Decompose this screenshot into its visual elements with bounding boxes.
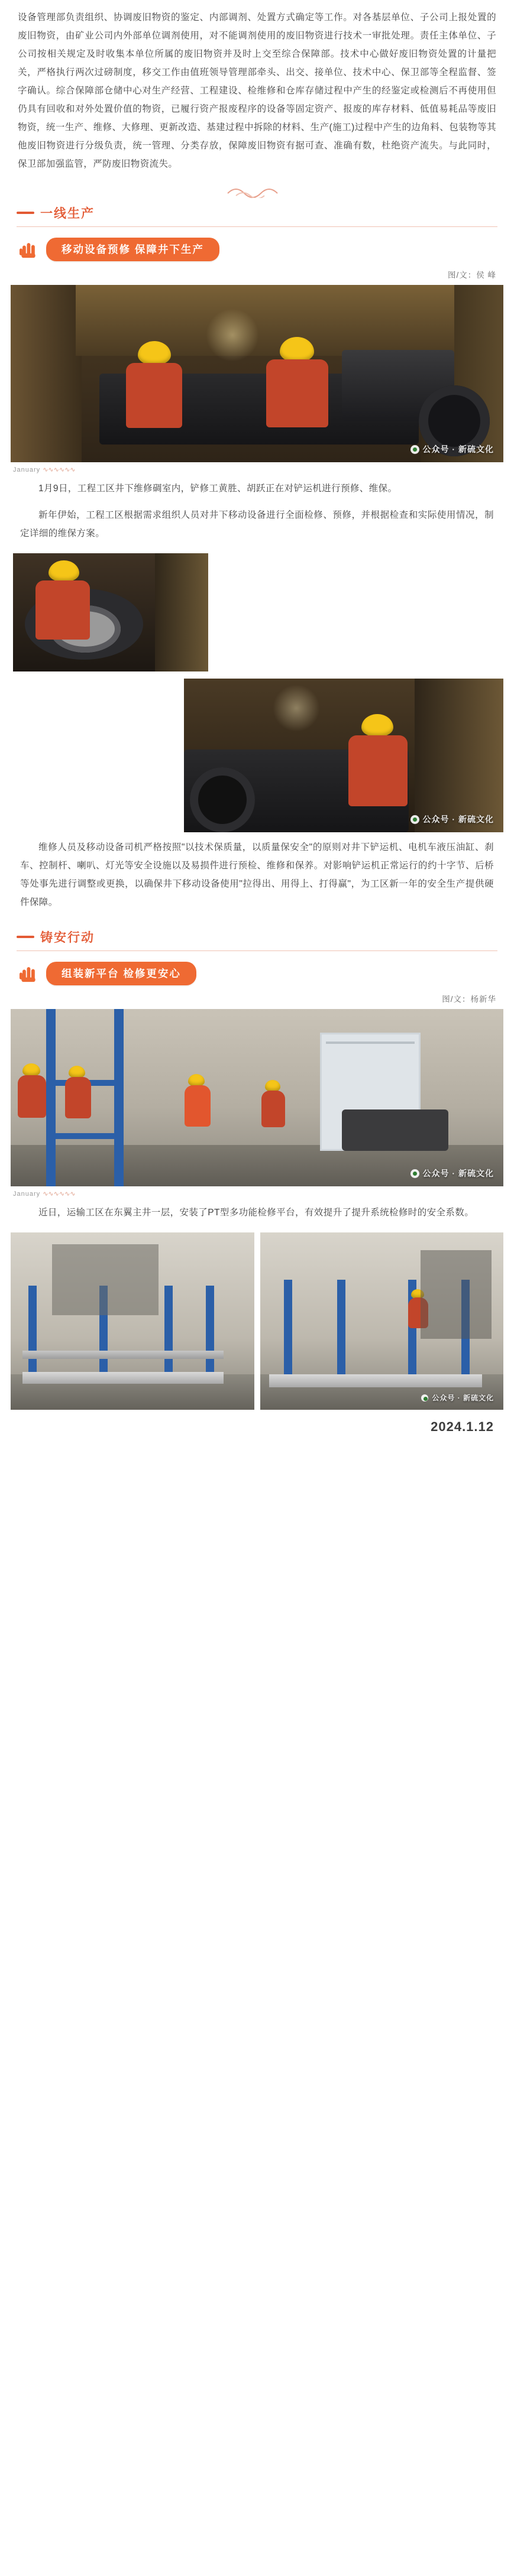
wechat-icon — [410, 1169, 419, 1178]
section-label: 一线生产 — [40, 207, 95, 220]
wave-decor: ∿∿∿∿∿∿ — [43, 1190, 76, 1198]
section-accent-bar — [17, 936, 34, 938]
publish-date: 2024.1.12 — [431, 1419, 494, 1434]
article2-title-row — [0, 951, 514, 987]
article1-photo-1 — [11, 285, 503, 462]
section-heading-production — [0, 200, 514, 222]
wave-decor: ∿∿∿∿∿∿ — [43, 466, 76, 473]
photo-watermark: 公众号 · 新硫文化 — [421, 1393, 494, 1403]
article1-title: 移动设备预修 保障井下生产 — [46, 238, 219, 261]
wechat-icon — [410, 445, 419, 454]
article2-byline: 图/文：杨新华 — [442, 995, 496, 1004]
hand-icon — [17, 963, 40, 984]
article1-photo-2 — [13, 553, 208, 671]
article1-byline: 图/文：侯 峰 — [447, 271, 496, 280]
month-tag-2: January ∿∿∿∿∿∿ — [13, 1190, 76, 1198]
article1-paragraph-3: 维修人员及移动设备司机严格按照"以技术保质量，以质量保安全"的原则对井下铲运机、电机车液压油缸、刹车、控制杆、喇叭、灯光等安全设施以及易损件进行预检、维修和保养。对影响铲运机正常运行的约十字节、后桥等处事先进行调整或更换，以确保井下移动设备使用"拉得出、用得上、打得赢"，为工区新一年的安全生产提供硬件保障。 — [20, 842, 494, 907]
photo-watermark: 公众号 · 新硫文化 — [410, 443, 494, 455]
article1-photo-3 — [184, 679, 503, 832]
article2-photo-2 — [11, 1232, 254, 1410]
photo-scene — [13, 553, 208, 671]
article2-paragraph-1: 近日，运输工区在东翼主井一层，安装了PT型多功能检修平台，有效提升了提升系统检修时的安全系数。 — [38, 1208, 474, 1218]
article2-photo-row — [11, 1232, 503, 1410]
section-heading-safety — [0, 924, 514, 946]
section-accent-bar — [17, 212, 34, 214]
hand-icon — [17, 239, 40, 259]
article1-title-row — [0, 227, 514, 262]
wechat-icon — [421, 1394, 428, 1401]
month-tag-1: January ∿∿∿∿∿∿ — [13, 466, 76, 473]
article2-title: 组装新平台 检修更安心 — [46, 962, 196, 985]
photo-watermark: 公众号 · 新硫文化 — [410, 1167, 494, 1179]
article1-paragraph-1: 1月9日，工程工区井下维修碉室内，铲修工黄胜、胡跃正在对铲运机进行预修、维保。 — [38, 484, 397, 494]
ornament-divider-top — [0, 177, 514, 200]
photo-scene — [184, 679, 503, 832]
wechat-icon — [410, 815, 419, 824]
article2-photo-1 — [11, 1009, 503, 1186]
article1-paragraph-2: 新年伊始，工程工区根据需求组织人员对井下移动设备进行全面检修、预修，并根据检查和实际使用情况，制定详细的维保方案。 — [20, 510, 494, 538]
wave-ornament-icon — [222, 183, 293, 198]
photo-scene — [11, 285, 503, 462]
article2-photo-3 — [260, 1232, 504, 1410]
section-label: 铸安行动 — [40, 931, 95, 945]
intro-paragraph: 设备管理部负责组织、协调废旧物资的鉴定、内部调剂、处置方式确定等工作。对各基层单位、子公司上报处置的废旧物资，由矿业公司内外部单位调剂使用，对不能调剂使用的废旧物资进行技术一审批处理。责任主体单位、子公司按相关规定及时收集本单位所属的废旧物资并及时上交至综合保障部。技术中心做好废旧物资处置的计量把关，严格执行两次过磅制度，移交工作由值班领导管理部牵头、出交、接单位、技术中心、保卫部等全程监督、签字确认。综合保障部仓储中心对生产经营、工程建设、检维修和仓库存储过程中产生的经鉴定或检测后不再使用但仍具有回收和对外处置价值的物资，已履行资产报废程序的设备等固定资产、报废的库存材料、低值易耗品等废旧物资，统一生产、维修、大修理、更新改造、基建过程中拆除的材料、生产(施工)过程中产生的边角料、包装物等其他废旧物资进行分级负责，统一管理、分类存放，保障废旧物资有据可查、准确有数，杜绝资产流失。与此同时，保卫部加强监管，严防废旧物资流失。 — [18, 12, 496, 169]
photo-watermark: 公众号 · 新硫文化 — [410, 813, 494, 825]
